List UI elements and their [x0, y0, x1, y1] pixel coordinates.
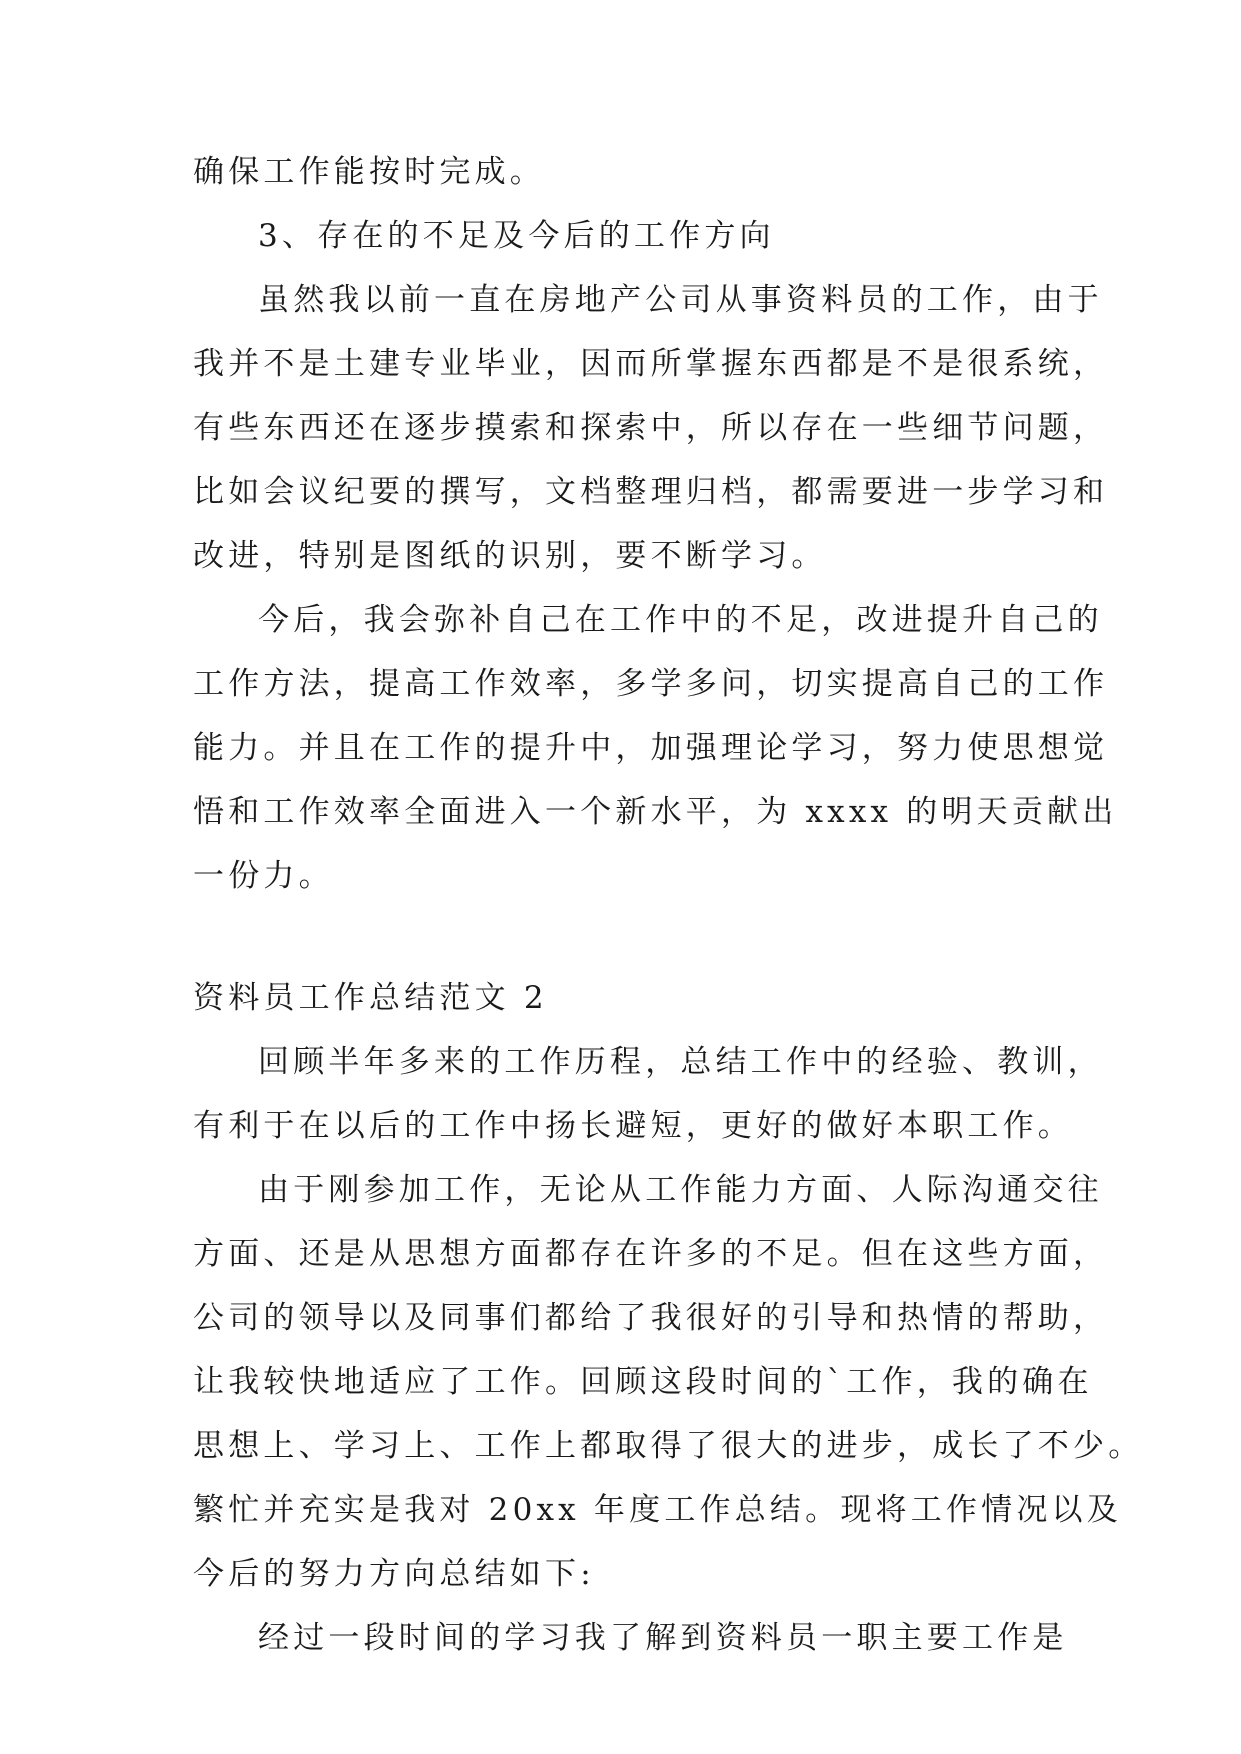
- paragraph-first-line: 虽然我以前一直在房地产公司从事资料员的工作，由于: [258, 282, 1103, 318]
- text-line: 工作方法，提高工作效率，多学多问，切实提高自己的工作: [193, 666, 1109, 702]
- text-line: 有些东西还在逐步摸索和探索中，所以存在一些细节问题，: [193, 410, 1109, 446]
- text-line: 方面、还是从思想方面都存在许多的不足。但在这些方面，: [193, 1236, 1109, 1272]
- text-line: 繁忙并充实是我对 20xx 年度工作总结。现将工作情况以及: [193, 1492, 1122, 1528]
- text-line: 今后的努力方向总结如下:: [193, 1556, 595, 1592]
- text-line: 公司的领导以及同事们都给了我很好的引导和热情的帮助，: [193, 1300, 1109, 1336]
- text-line: 悟和工作效率全面进入一个新水平，为 xxxx 的明天贡献出: [193, 794, 1118, 830]
- text-line: 比如会议纪要的撰写，文档整理归档，都需要进一步学习和: [193, 474, 1109, 510]
- section-heading: 3、存在的不足及今后的工作方向: [258, 218, 775, 254]
- text-line: 确保工作能按时完成。: [193, 154, 545, 190]
- paragraph-first-line: 由于刚参加工作，无论从工作能力方面、人际沟通交往: [258, 1172, 1103, 1208]
- paragraph-first-line: 回顾半年多来的工作历程，总结工作中的经验、教训，: [258, 1044, 1103, 1080]
- text-line: 改进，特别是图纸的识别，要不断学习。: [193, 538, 827, 574]
- text-line: 一份力。: [193, 858, 334, 894]
- document-title: 资料员工作总结范文 2: [193, 980, 548, 1016]
- paragraph-first-line: 今后，我会弥补自己在工作中的不足，改进提升自己的: [258, 602, 1103, 638]
- text-line: 能力。并且在工作的提升中，加强理论学习，努力使思想觉: [193, 730, 1109, 766]
- text-line: 让我较快地适应了工作。回顾这段时间的`工作，我的确在: [193, 1364, 1093, 1400]
- text-line: 我并不是土建专业毕业，因而所掌握东西都是不是很系统，: [193, 346, 1109, 382]
- text-line: 思想上、学习上、工作上都取得了很大的进步，成长了不少。: [193, 1428, 1144, 1464]
- paragraph-first-line: 经过一段时间的学习我了解到资料员一职主要工作是: [258, 1620, 1068, 1656]
- text-line: 有利于在以后的工作中扬长避短，更好的做好本职工作。: [193, 1108, 1073, 1144]
